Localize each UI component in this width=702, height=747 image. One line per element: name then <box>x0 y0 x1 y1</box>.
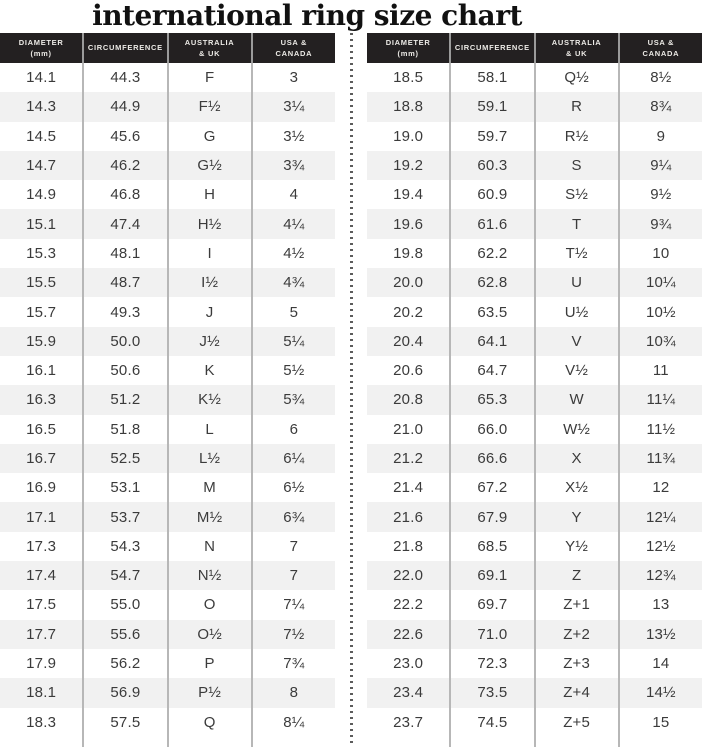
table-cell: 58.1 <box>451 63 535 92</box>
table-cell: N <box>169 532 253 561</box>
table-row <box>0 590 335 619</box>
table-cell: 7¾ <box>283 655 305 673</box>
table-cell: 3½ <box>283 127 305 145</box>
table-row <box>367 708 702 737</box>
table-cell: Z+3 <box>536 649 620 678</box>
cropped-cell <box>367 737 451 747</box>
table-cell: U½ <box>536 297 620 326</box>
table-cell: 73.5 <box>451 678 535 707</box>
table-cell: 59.7 <box>451 122 535 151</box>
table-cell: 18.1 <box>0 678 84 707</box>
table-cell: 10¾ <box>645 332 676 350</box>
table-cell: 5½ <box>283 362 305 380</box>
table-row <box>0 92 335 121</box>
table-cell: 55.0 <box>84 590 168 619</box>
column-header-line2: CANADA <box>642 49 680 58</box>
table-cell: 47.4 <box>84 209 168 238</box>
table-row <box>367 649 702 678</box>
table-cell: 5¼ <box>283 332 305 350</box>
table-cell: 48.1 <box>84 239 168 268</box>
table-cell: T <box>536 209 620 238</box>
table-cell: 6¾ <box>283 508 305 526</box>
table-cell: K <box>169 356 253 385</box>
table-cell: Z+4 <box>536 678 620 707</box>
table-cell: 54.3 <box>84 532 168 561</box>
table-cell: 17.7 <box>0 620 84 649</box>
table-cell: 7 <box>289 567 299 585</box>
table-cell: 6 <box>289 420 299 438</box>
table-row <box>0 356 335 385</box>
table-cell: 8½ <box>650 69 672 87</box>
table-row <box>367 620 702 649</box>
table-cell: 6¼ <box>283 450 305 467</box>
table-cell: 62.2 <box>451 239 535 268</box>
table-cell: H <box>169 180 253 209</box>
table-cell: 67.2 <box>451 473 535 502</box>
column-header-usa-canada <box>620 33 702 63</box>
table-cell: M <box>169 473 253 502</box>
table-cell: G½ <box>169 151 253 180</box>
table-cell: 7 <box>289 537 299 555</box>
table-cell: 16.9 <box>0 473 84 502</box>
table-cell: 18.3 <box>0 708 84 737</box>
table-cell: R <box>536 92 620 121</box>
table-row <box>0 561 335 590</box>
table-cell: 8¾ <box>650 98 672 116</box>
table-row <box>367 268 702 297</box>
table-row <box>367 122 702 151</box>
table-cell: 60.3 <box>451 151 535 180</box>
table-row <box>0 122 335 151</box>
table-cell: V½ <box>536 356 620 385</box>
table-cell: 51.8 <box>84 415 168 444</box>
table-cell: 45.6 <box>84 122 168 151</box>
column-header-line2: & UK <box>566 49 588 58</box>
table-row <box>367 63 702 92</box>
table-cell: J <box>169 297 253 326</box>
table-header-right <box>367 33 702 63</box>
table-cell: 12 <box>652 479 670 497</box>
table-cell: 14.1 <box>0 63 84 92</box>
table-cell: 22.2 <box>367 590 451 619</box>
table-cell: 20.6 <box>367 356 451 385</box>
table-cell: 17.3 <box>0 532 84 561</box>
table-cell: 56.9 <box>84 678 168 707</box>
table-cell: 74.5 <box>451 708 535 737</box>
table-cell: 7¼ <box>283 596 305 614</box>
table-cell: 11¼ <box>646 391 676 409</box>
table-cell: 20.8 <box>367 385 451 414</box>
table-cell: 16.7 <box>0 444 84 473</box>
table-cell: 12½ <box>645 537 676 555</box>
table-gap <box>335 33 367 747</box>
table-cell: Z+1 <box>536 590 620 619</box>
table-cell: G <box>169 122 253 151</box>
table-cell: 20.4 <box>367 327 451 356</box>
table-cell: W½ <box>536 415 620 444</box>
column-header-line1: USA & <box>647 37 675 47</box>
table-row <box>367 444 702 473</box>
column-header-line1: CIRCUMFERENCE <box>454 43 530 53</box>
table-cell: 8¼ <box>283 713 305 731</box>
table-cell: V <box>536 327 620 356</box>
column-header-line2: & UK <box>199 49 221 58</box>
column-header-line1: DIAMETER <box>18 37 64 47</box>
cropped-cell <box>620 737 702 747</box>
table-cell: 69.1 <box>451 561 535 590</box>
table-cell: 44.3 <box>84 63 168 92</box>
table-cell: 57.5 <box>84 708 168 737</box>
table-row <box>367 151 702 180</box>
table-cell: 60.9 <box>451 180 535 209</box>
table-cell: 21.6 <box>367 502 451 531</box>
table-row <box>367 678 702 707</box>
table-row <box>367 473 702 502</box>
table-cell: 10¼ <box>645 274 676 292</box>
table-cell: 4¾ <box>283 274 305 292</box>
tables-container <box>0 33 702 747</box>
table-cell: 11¾ <box>646 450 676 467</box>
table-cell: X <box>536 444 620 473</box>
table-cell: 10 <box>652 244 670 262</box>
table-cell: 14.9 <box>0 180 84 209</box>
table-cell: 61.6 <box>451 209 535 238</box>
table-cell: 71.0 <box>451 620 535 649</box>
column-header-line1: AUSTRALIA <box>551 37 602 47</box>
table-cell: 17.5 <box>0 590 84 619</box>
column-header-line2: (mm) <box>30 49 52 58</box>
table-cell: 18.5 <box>367 63 451 92</box>
ring-size-table-left <box>0 33 335 747</box>
table-cell: 66.0 <box>451 415 535 444</box>
cropped-row <box>0 737 335 747</box>
table-row <box>0 708 335 737</box>
table-cell: 22.6 <box>367 620 451 649</box>
table-cell: 23.4 <box>367 678 451 707</box>
table-row <box>0 532 335 561</box>
table-row <box>0 620 335 649</box>
table-cell: 64.1 <box>451 327 535 356</box>
table-cell: O <box>169 590 253 619</box>
table-cell: 13 <box>652 596 670 614</box>
table-cell: 64.7 <box>451 356 535 385</box>
table-cell: N½ <box>169 561 253 590</box>
table-cell: 10½ <box>645 303 676 321</box>
table-cell: 46.2 <box>84 151 168 180</box>
table-cell: 14 <box>652 655 670 673</box>
table-cell: 19.4 <box>367 180 451 209</box>
table-row <box>0 239 335 268</box>
ring-size-table-right <box>367 33 702 747</box>
table-cell: 66.6 <box>451 444 535 473</box>
table-cell: 8 <box>289 684 299 702</box>
table-cell: 17.9 <box>0 649 84 678</box>
table-row <box>367 590 702 619</box>
table-row <box>367 532 702 561</box>
table-cell: 19.0 <box>367 122 451 151</box>
table-row <box>367 327 702 356</box>
table-cell: 14½ <box>645 684 676 702</box>
table-cell: 18.8 <box>367 92 451 121</box>
table-cell: 9 <box>656 127 666 145</box>
table-cell: 21.4 <box>367 473 451 502</box>
table-cell: 12¾ <box>645 567 676 585</box>
table-row <box>0 502 335 531</box>
table-cell: 44.9 <box>84 92 168 121</box>
table-cell: 21.0 <box>367 415 451 444</box>
table-cell: 52.5 <box>84 444 168 473</box>
table-row <box>0 268 335 297</box>
table-cell: 16.3 <box>0 385 84 414</box>
table-cell: W <box>536 385 620 414</box>
table-cell: 17.1 <box>0 502 84 531</box>
table-cell: 17.4 <box>0 561 84 590</box>
table-cell: 15.5 <box>0 268 84 297</box>
table-cell: 50.0 <box>84 327 168 356</box>
table-row <box>0 385 335 414</box>
table-cell: 20.2 <box>367 297 451 326</box>
table-cell: 13½ <box>645 625 676 643</box>
table-cell: I <box>169 239 253 268</box>
table-cell: P½ <box>169 678 253 707</box>
column-header-diameter <box>367 33 451 63</box>
table-cell: 59.1 <box>451 92 535 121</box>
table-cell: 15.9 <box>0 327 84 356</box>
cropped-row <box>367 737 702 747</box>
table-row <box>0 180 335 209</box>
table-cell: J½ <box>169 327 253 356</box>
table-cell: 14.7 <box>0 151 84 180</box>
column-header-australia-uk <box>169 33 253 63</box>
table-cell: 11 <box>652 362 669 380</box>
cropped-cell <box>253 737 335 747</box>
table-row <box>367 92 702 121</box>
table-cell: 55.6 <box>84 620 168 649</box>
table-cell: 15.1 <box>0 209 84 238</box>
table-cell: 15 <box>652 713 670 731</box>
table-row <box>0 209 335 238</box>
table-cell: 14.5 <box>0 122 84 151</box>
table-cell: Q <box>169 708 253 737</box>
table-cell: S <box>536 151 620 180</box>
table-cell: Z+5 <box>536 708 620 737</box>
table-cell: 15.3 <box>0 239 84 268</box>
column-header-diameter <box>0 33 84 63</box>
table-row <box>367 297 702 326</box>
cropped-cell <box>84 737 168 747</box>
column-header-circumference <box>451 33 535 63</box>
table-cell: M½ <box>169 502 253 531</box>
table-cell: F <box>169 63 253 92</box>
table-cell: 51.2 <box>84 385 168 414</box>
column-header-line1: AUSTRALIA <box>184 37 235 47</box>
column-header-line1: USA & <box>280 37 308 47</box>
table-row <box>0 649 335 678</box>
table-cell: 21.8 <box>367 532 451 561</box>
table-cell: 15.7 <box>0 297 84 326</box>
table-cell: 23.0 <box>367 649 451 678</box>
table-cell: U <box>536 268 620 297</box>
table-header-left <box>0 33 335 63</box>
table-cell: 72.3 <box>451 649 535 678</box>
table-cell: L <box>169 415 253 444</box>
table-cell: 16.5 <box>0 415 84 444</box>
table-cell: Z+2 <box>536 620 620 649</box>
table-row <box>367 502 702 531</box>
table-cell: X½ <box>536 473 620 502</box>
page-title: international ring size chart <box>92 0 522 32</box>
table-cell: 21.2 <box>367 444 451 473</box>
table-cell: Y <box>536 502 620 531</box>
table-cell: 63.5 <box>451 297 535 326</box>
table-cell: 3¾ <box>283 157 305 175</box>
table-cell: 53.7 <box>84 502 168 531</box>
table-cell: 23.7 <box>367 708 451 737</box>
table-cell: S½ <box>536 180 620 209</box>
table-cell: 68.5 <box>451 532 535 561</box>
table-cell: 14.3 <box>0 92 84 121</box>
table-row <box>367 239 702 268</box>
table-cell: O½ <box>169 620 253 649</box>
table-cell: L½ <box>169 444 253 473</box>
table-cell: 50.6 <box>84 356 168 385</box>
table-cell: 49.3 <box>84 297 168 326</box>
cropped-cell <box>536 737 620 747</box>
table-cell: 65.3 <box>451 385 535 414</box>
table-cell: 4 <box>289 186 299 204</box>
table-cell: 9¼ <box>650 157 672 175</box>
table-cell: K½ <box>169 385 253 414</box>
table-cell: 69.7 <box>451 590 535 619</box>
table-cell: 16.1 <box>0 356 84 385</box>
table-cell: Z <box>536 561 620 590</box>
table-row <box>0 151 335 180</box>
column-header-circumference <box>84 33 168 63</box>
table-cell: 9½ <box>650 186 672 204</box>
table-cell: 19.2 <box>367 151 451 180</box>
table-row <box>367 561 702 590</box>
cropped-cell <box>451 737 535 747</box>
table-cell: I½ <box>169 268 253 297</box>
table-cell: F½ <box>169 92 253 121</box>
table-cell: R½ <box>536 122 620 151</box>
column-header-line1: DIAMETER <box>385 37 431 47</box>
table-cell: 7½ <box>283 625 305 643</box>
table-cell: 5 <box>289 303 299 321</box>
table-row <box>367 385 702 414</box>
table-row <box>367 209 702 238</box>
table-row <box>0 473 335 502</box>
table-row <box>0 415 335 444</box>
table-cell: 4½ <box>283 244 305 262</box>
table-cell: 22.0 <box>367 561 451 590</box>
table-cell: 19.6 <box>367 209 451 238</box>
table-row <box>0 297 335 326</box>
table-row <box>0 327 335 356</box>
table-cell: Y½ <box>536 532 620 561</box>
table-cell: 3 <box>289 69 299 87</box>
table-cell: P <box>169 649 253 678</box>
table-cell: 19.8 <box>367 239 451 268</box>
table-cell: 54.7 <box>84 561 168 590</box>
column-header-line2: CANADA <box>275 49 313 58</box>
table-cell: 48.7 <box>84 268 168 297</box>
table-cell: 62.8 <box>451 268 535 297</box>
table-cell: 46.8 <box>84 180 168 209</box>
column-header-line2: (mm) <box>397 49 419 58</box>
table-row <box>0 444 335 473</box>
table-cell: 3¼ <box>283 98 305 116</box>
table-cell: 11½ <box>646 420 676 438</box>
table-row <box>0 63 335 92</box>
table-row <box>367 415 702 444</box>
table-body-left <box>0 63 335 737</box>
table-cell: 12¼ <box>645 508 676 526</box>
table-cell: 20.0 <box>367 268 451 297</box>
table-cell: 9¾ <box>650 215 672 233</box>
table-cell: 6½ <box>283 479 305 497</box>
column-header-usa-canada <box>253 33 335 63</box>
cropped-cell <box>0 737 84 747</box>
column-header-australia-uk <box>536 33 620 63</box>
table-cell: 4¼ <box>283 215 305 233</box>
table-body-right <box>367 63 702 737</box>
cropped-cell <box>169 737 253 747</box>
table-cell: Q½ <box>536 63 620 92</box>
table-cell: 67.9 <box>451 502 535 531</box>
table-cell: 53.1 <box>84 473 168 502</box>
table-cell: 56.2 <box>84 649 168 678</box>
table-cell: 5¾ <box>283 391 305 409</box>
table-cell: T½ <box>536 239 620 268</box>
column-header-line1: CIRCUMFERENCE <box>87 43 163 53</box>
table-row <box>0 678 335 707</box>
table-cell: H½ <box>169 209 253 238</box>
dotted-divider <box>350 33 353 747</box>
table-row <box>367 180 702 209</box>
table-row <box>367 356 702 385</box>
